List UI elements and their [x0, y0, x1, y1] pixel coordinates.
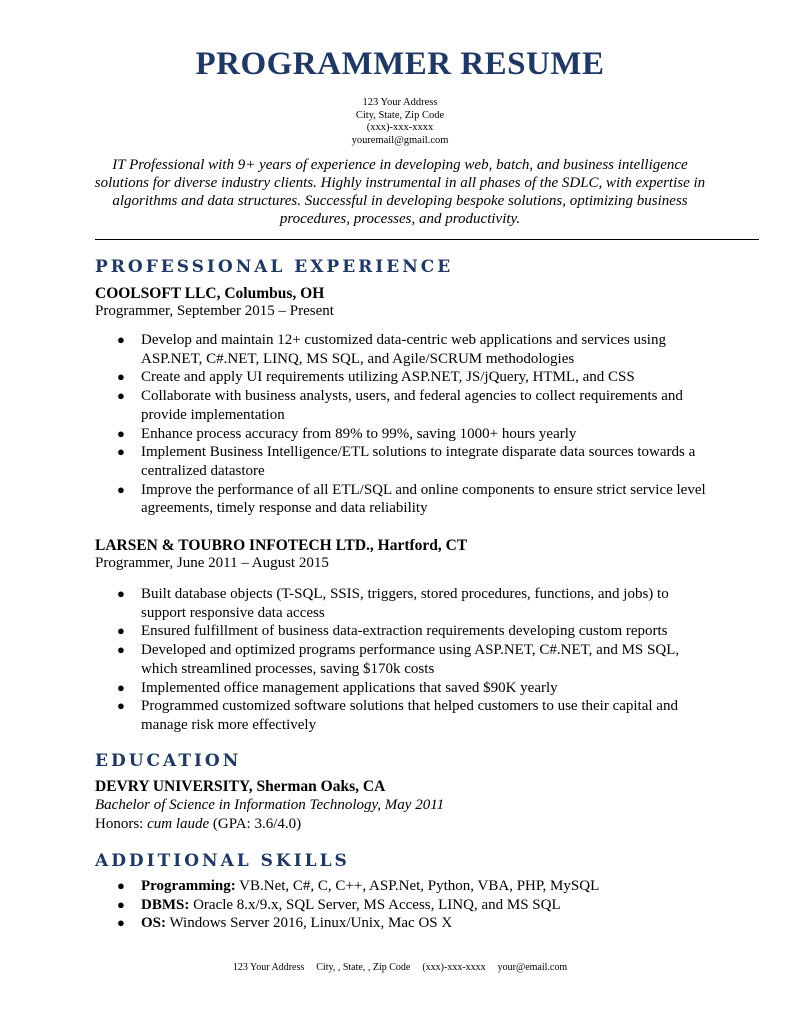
- skill-label: Programming:: [141, 878, 236, 894]
- job-role: Programmer, September 2015 – Present: [95, 303, 334, 319]
- footer-email: your@email.com: [497, 962, 568, 973]
- bullet-icon: ●: [117, 642, 125, 658]
- footer-phone: (xxx)-xxx-xxxx: [422, 962, 486, 973]
- contact-block: [0, 97, 800, 147]
- list-item: [95, 387, 715, 424]
- bullet-icon: ●: [117, 332, 125, 347]
- bullet-text: Ensured fulfillment of business data-extraction requirements developing custom reports: [141, 623, 668, 640]
- contact-email: youremail@gmail.com: [351, 134, 449, 146]
- page-footer: [0, 962, 800, 973]
- honors: [95, 816, 301, 833]
- footer-address: 123 Your Address: [232, 962, 305, 973]
- list-item: [95, 585, 715, 622]
- list-item: [95, 679, 715, 698]
- header-divider: [95, 239, 759, 240]
- bullet-text: Enhance process accuracy from 89% to 99%, saving 1000+ hours yearly: [141, 425, 577, 442]
- list-item: [95, 697, 715, 734]
- bullet-text: Developed and optimized programs performance using ASP.NET, C#.NET, and MS SQL, which streamlined processes, saving $170k costs: [141, 642, 680, 677]
- bullet-icon: ●: [117, 679, 125, 695]
- skill-value: Windows Server 2016, Linux/Unix, Mac OS X: [166, 915, 453, 932]
- bullet-text: Implement Business Intelligence/ETL solutions to integrate disparate data sources towards a centralized datastore: [141, 444, 696, 479]
- list-item: [95, 622, 715, 641]
- bullet-icon: ●: [117, 623, 125, 639]
- job-company: LARSEN & TOUBRO INFOTECH LTD., Hartford, CT: [95, 537, 468, 554]
- contact-address: 123 Your Address: [362, 97, 438, 108]
- list-item: [95, 425, 715, 444]
- job-company: COOLSOFT LLC, Columbus, OH: [95, 285, 325, 302]
- list-item: [95, 331, 715, 368]
- bullet-icon: ●: [117, 915, 125, 931]
- skills-heading: ADDITIONAL SKILLS: [95, 851, 350, 871]
- job-role: Programmer, June 2011 – August 2015: [95, 555, 329, 571]
- list-item: [95, 641, 715, 678]
- list-item: [95, 914, 715, 933]
- skills-list: [95, 877, 715, 933]
- job-bullets: [95, 585, 715, 735]
- bullet-icon: ●: [117, 586, 125, 601]
- footer-city: City, , State, , Zip Code: [316, 962, 411, 973]
- bullet-text: Collaborate with business analysts, users, and federal agencies to collect requirements and provide implementation: [141, 388, 683, 423]
- list-item: [95, 896, 715, 915]
- skill-label: DBMS:: [141, 896, 190, 913]
- bullet-text: Create and apply UI requirements utilizing ASP.NET, JS/jQuery, HTML, and CSS: [141, 369, 635, 386]
- bullet-text: Develop and maintain 12+ customized data-centric web applications and services using ASP.NET, C#.NET, LINQ, MS SQL, and Agile/SCRUM methodologies: [141, 332, 666, 367]
- resume-title: PROGRAMMER RESUME: [195, 46, 605, 82]
- bullet-icon: ●: [117, 425, 125, 441]
- education-heading: EDUCATION: [95, 751, 242, 771]
- bullet-icon: ●: [117, 388, 125, 404]
- bullet-text: Programmed customized software solutions that helped customers to use their capital and manage risk more effectively: [141, 698, 678, 733]
- professional-summary: IT Professional with 9+ years of experience in developing web, batch, and business intelligence solutions for diverse industry clients. Highly instrumental in all phases of the SDLC, with expertise in algorithms and data structures. Successful in developing bespoke solutions, optimizing business procedures, processes, and productivity.: [94, 157, 706, 227]
- contact-city: City, State, Zip Code: [355, 109, 445, 121]
- bullet-icon: ●: [117, 369, 125, 385]
- skill-value: VB.Net, C#, C, C++, ASP.Net, Python, VBA, PHP, MySQL: [235, 878, 600, 894]
- list-item: [95, 368, 715, 387]
- honors-label: Honors:: [95, 816, 148, 832]
- job-bullets: [95, 331, 715, 518]
- skill-label: OS:: [141, 915, 167, 932]
- contact-phone: (xxx)-xxx-xxxx: [366, 122, 434, 133]
- list-item: [95, 877, 715, 896]
- school-name: DEVRY UNIVERSITY, Sherman Oaks, CA: [95, 778, 386, 795]
- bullet-icon: ●: [117, 444, 125, 460]
- bullet-icon: ●: [117, 878, 125, 893]
- bullet-icon: ●: [117, 896, 125, 912]
- bullet-text: Built database objects (T-SQL, SSIS, triggers, stored procedures, functions, and jobs) to support responsive data access: [141, 586, 669, 621]
- list-item: [95, 481, 715, 518]
- bullet-text: Improve the performance of all ETL/SQL and online components to ensure strict service level agreements, timely response and data reliability: [141, 481, 706, 517]
- skill-value: Oracle 8.x/9.x, SQL Server, MS Access, LINQ, and MS SQL: [189, 896, 561, 913]
- bullet-text: Implemented office management applications that saved $90K yearly: [141, 679, 558, 696]
- degree: Bachelor of Science in Information Technology, May 2011: [95, 797, 445, 813]
- honors-value: cum laude: [147, 816, 210, 832]
- gpa: (GPA: 3.6/4.0): [209, 816, 302, 832]
- experience-heading: PROFESSIONAL EXPERIENCE: [95, 257, 454, 277]
- bullet-icon: ●: [117, 698, 125, 714]
- bullet-icon: ●: [117, 481, 125, 497]
- list-item: [95, 443, 715, 480]
